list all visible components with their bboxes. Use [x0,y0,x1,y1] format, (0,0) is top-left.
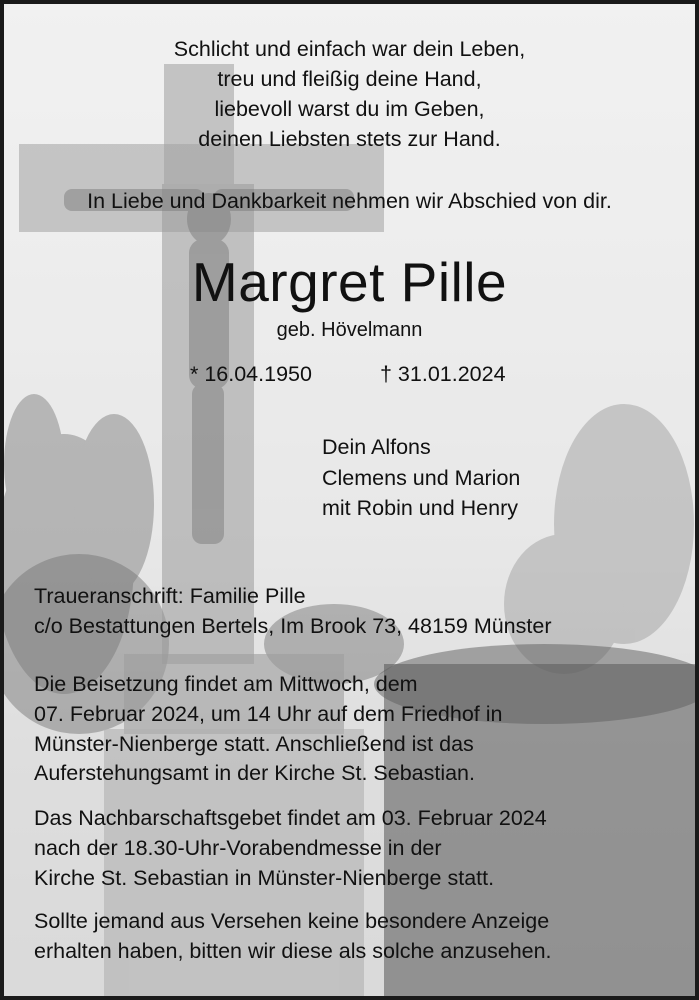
mourner-line: Clemens und Marion [322,465,521,490]
address-line: c/o Bestattungen Bertels, Im Brook 73, 48159 Münster [34,613,552,638]
notice-line: erhalten haben, bitten wir diese als solche anzusehen. [34,938,552,963]
death-date: † 31.01.2024 [380,362,506,386]
prayer-line: Das Nachbarschaftsgebet findet am 03. Februar 2024 [34,806,547,830]
birth-name: geb. Hövelmann [276,319,423,341]
notice-text [34,907,552,967]
mourners-list [322,432,520,524]
mourner-line: Dein Alfons [322,435,431,459]
farewell-text: In Liebe und Dankbarkeit nehmen wir Abschied von dir. [87,189,612,213]
address-line: Traueranschrift: Familie Pille [34,584,306,608]
prayer-line: nach der 18.30-Uhr-Vorabendmesse in der [34,835,442,860]
poem-line: treu und fleißig deine Hand, [217,67,482,91]
prayer-line: Kirche St. Sebastian in Münster-Nienberge statt. [34,865,495,890]
mourning-address [34,582,551,642]
poem-line: Schlicht und einfach war dein Leben, [173,37,526,61]
mourner-line: mit Robin und Henry [322,496,518,520]
birth-date: * 16.04.1950 [190,362,312,386]
funeral-details [34,670,502,789]
deceased-name: Margret Pille [191,251,508,313]
funeral-line: Die Beisetzung findet am Mittwoch, dem [34,672,418,696]
memorial-poem [4,34,695,154]
funeral-line: Münster-Nienberge statt. Anschließend ist das [34,731,474,756]
funeral-line: Auferstehungsamt in der Kirche St. Sebastian. [34,761,475,786]
poem-line: liebevoll warst du im Geben, [214,97,485,121]
notice-line: Sollte jemand aus Versehen keine besondere Anzeige [34,909,550,933]
funeral-line: 07. Februar 2024, um 14 Uhr auf dem Friedhof in [34,701,503,726]
neighborhood-prayer-details [34,804,547,893]
poem-line: deinen Liebsten stets zur Hand. [198,127,501,151]
